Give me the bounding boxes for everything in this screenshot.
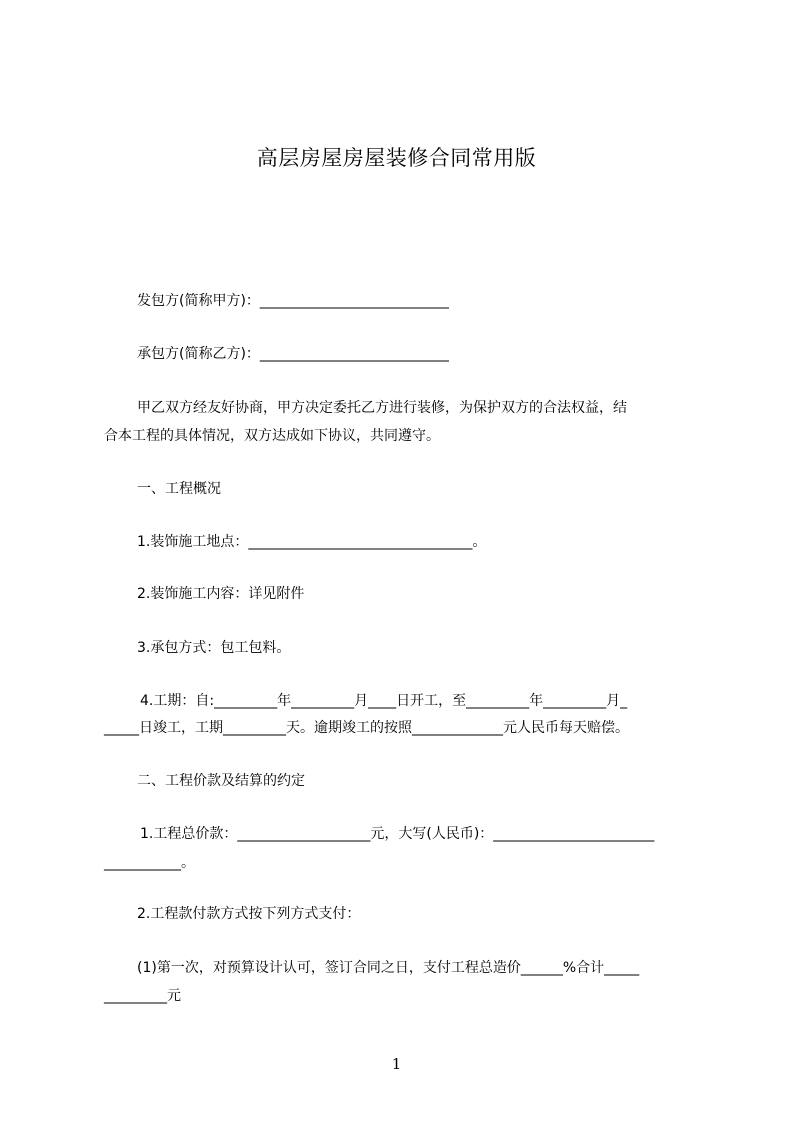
page-title: 高层房屋房屋装修合同常用版 [256, 146, 537, 170]
item-contract-method: 3.承包方式：包工包料。 [137, 640, 291, 656]
item-construction-location: 1.装饰施工地点：________________________________。 [137, 534, 487, 550]
item-construction-content: 2.装饰施工内容：详见附件 [137, 586, 305, 602]
section-heading-payment: 二、工程价款及结算的约定 [137, 773, 305, 789]
item-schedule-line-1: 4.工期：自:_________年_________月____日开工，至_________年_________月_ [140, 693, 628, 709]
section-heading-project-overview: 一、工程概况 [137, 481, 221, 497]
item-total-price-line-1: 1.工程总价款：___________________元，大写(人民币)：_______________________ [140, 826, 655, 842]
party-b-line: 承包方(简称乙方)：___________________________ [137, 346, 449, 362]
item-total-price-line-2: ___________。 [104, 855, 195, 871]
item-first-payment-line-2: _________元 [104, 988, 181, 1004]
item-schedule-line-2: _____日竣工，工期_________天。逾期竣工的按照_____________元人民币每天赔偿。 [104, 720, 629, 736]
page-number: 1 [391, 1055, 402, 1073]
item-first-payment-line-1: (1)第一次，对预算设计认可，签订合同之日，支付工程总造价______%合计_____ [137, 960, 640, 976]
party-a-line: 发包方(简称甲方)：___________________________ [137, 293, 449, 309]
intro-paragraph-line-1: 甲乙双方经友好协商，甲方决定委托乙方进行装修，为保护双方的合法权益，结 [137, 400, 627, 416]
intro-paragraph-line-2: 合本工程的具体情况，双方达成如下协议，共同遵守。 [104, 428, 440, 444]
item-payment-method: 2.工程款付款方式按下列方式支付： [137, 906, 361, 922]
